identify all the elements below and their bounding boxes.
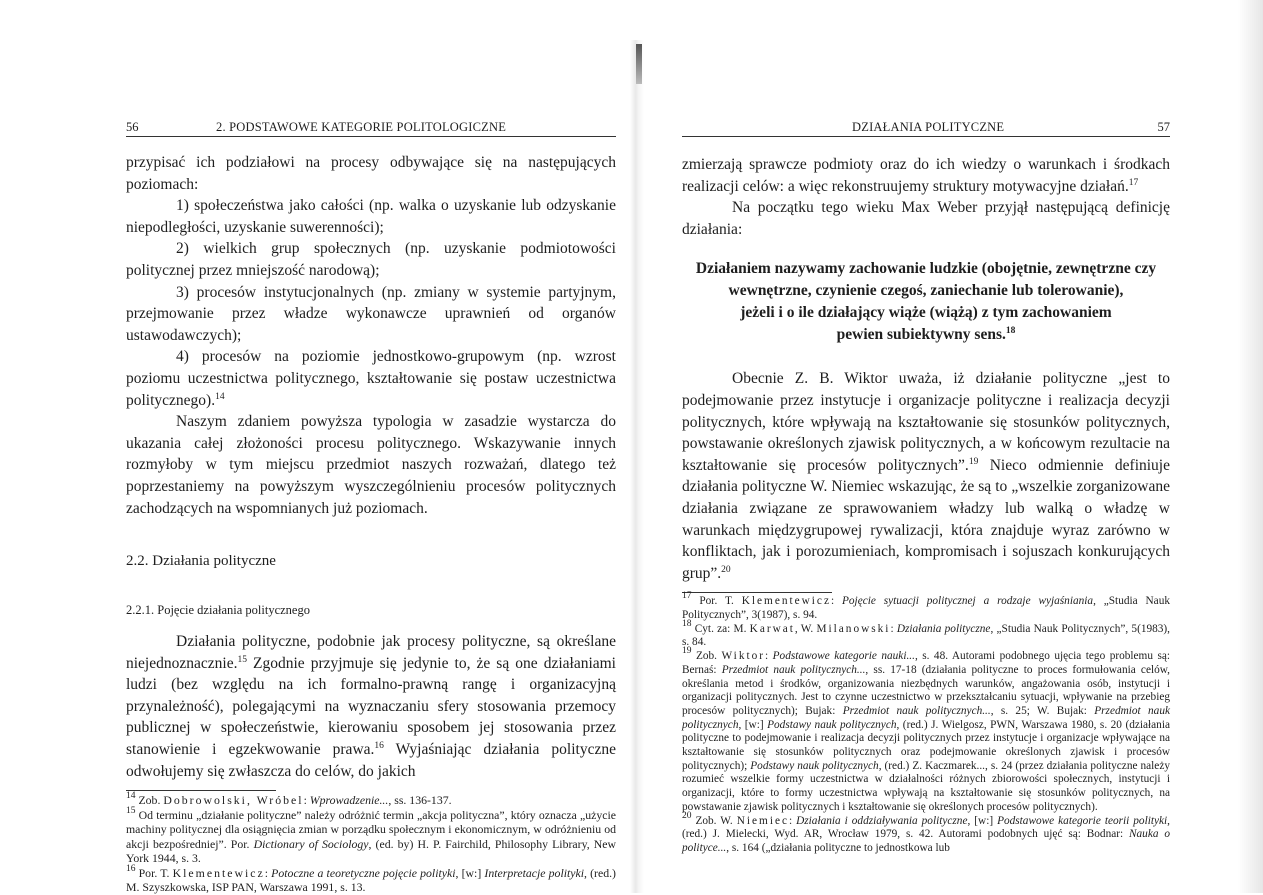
page-edge-shadow <box>1238 0 1263 893</box>
weber-definition <box>682 258 1170 346</box>
footnote: $^{15}$ Od terminu „działanie polityczne” należy odróżnić termin „akcja polityczna”, który oznacza „użycie machiny politycznej dla osiągnięcia zmian w porządku społecznym i ekonomicznym, w odróżnieniu od akcji bezpośredniej”. Por. Dictionary of Sociology, (ed. by) H. P. Fairchild, Philosophy Library, New York 1944, s. 3. <box>126 805 616 866</box>
footnote-ref: 14 <box>215 391 225 402</box>
footnote-ref: 19 <box>968 456 979 467</box>
footnote: $^{18}$ Cyt. za: M. Karwat, W. Milanowski: Działania polityczne, „Studia Nauk Politycznych”, 5(1983), s. 84. <box>682 618 1171 649</box>
paragraph: Działania polityczne, podobnie jak procesy polityczne, są określane niejednoznacznie.$^{15}$ Zgodnie przyjmuje się jedynie to, że są one działaniami ludzi (bez względu na ich formalno-prawną rangę i organizacyjną przynależność), polegającymi na wyznaczaniu sfery stosowania przemocy publicznej w społeczeństwie, kierowaniu sposobem jej stosowania przez stanowienie i egzekwowanie prawa.$^{16}$ Wyjaśniając działania polityczne odwołujemy się zwłaszcza do celów, do jakich <box>126 633 616 780</box>
paragraph: Naszym zdaniem powyższa typologia w zasadzie wystarcza do ukazania całej złożoności procesu politycznego. Wskazywanie innych rozmyłoby w tym miejscu przedmiot naszych rozważań, dlatego też poprzestaniemy na powyższym wyszczególnieniu procesów politycznych zachodzących na wspomnianych już poziomach. <box>126 413 616 517</box>
list-item: 4) procesów na poziomie jednostkowo-grupowym (np. wzrost poziomu uczestnictwa politycznego, kształtowanie się postaw uczestnictwa politycznego).$^{14}$ <box>126 348 616 409</box>
book-gutter <box>630 40 644 893</box>
list-item: 2) wielkich grup społecznych (np. uzyskanie podmiotowości politycznej przez mniejszość narodową); <box>126 240 616 279</box>
definition-line: Działaniem nazywamy zachowanie ludzkie (obojętnie, zewnętrzne czy <box>695 260 1157 278</box>
right-page-header <box>682 118 1170 137</box>
footnote: $^{16}$ Por. T. Klementewicz: Potoczne a teoretyczne pojęcie polityki, [w:] Interpretacje polityki, (red.) M. Szyszkowska, ISP PAN, Warszawa 1991, s. 13. <box>126 863 616 895</box>
list-item: 3) procesów instytucjonalnych (np. zmiany w systemie partyjnym, przejmowanie przez władze wykonawcze uprawnień od organów ustawodawczych); <box>126 283 616 344</box>
right-footnotes <box>682 591 1171 855</box>
right-body-2 <box>682 368 1170 584</box>
right-page <box>682 118 1170 856</box>
left-body-2 <box>126 631 616 782</box>
left-body <box>126 152 616 519</box>
paragraph: Na początku tego wieku Max Weber przyjął następującą definicję działania: <box>682 199 1170 238</box>
left-page-header <box>126 118 616 137</box>
left-page <box>126 118 616 895</box>
footnote: $^{17}$ Por. T. Klementewicz: Pojęcie sytuacji politycznej a rodzaje wyjaśniania, „Studia Nauk Politycznych”, 3(1987), s. 94. <box>682 591 1170 622</box>
running-title: DZIAŁANIA POLITYCZNE <box>852 120 1005 134</box>
intro-paragraph: przypisać ich podziałowi na procesy odbywające się na następujących poziomach: <box>126 154 616 193</box>
section-heading: 2.2. Działania polityczne <box>126 553 276 570</box>
definition-line: jeżeli i o ile działający wiąże (wiążą) z tym zachowaniem <box>740 304 1112 322</box>
footnote: $^{20}$ Zob. W. Niemiec: Działania i oddziaływania polityczne, [w:] Podstawowe kategorie teorii polityki, (red.) J. Mielecki, Wyd. AR, Wrocław 1979, s. 42. Autorami podobnych ujęć są: Bodnar: Nauka o polityce..., s. 164 („działania polityczne to jednostkowa lub <box>682 810 1171 854</box>
footnote-ref: 18 <box>1005 326 1016 337</box>
running-title: 2. PODSTAWOWE KATEGORIE POLITOLOGICZNE <box>216 120 507 134</box>
footnote: $^{14}$ Zob. Dobrowolski, Wróbel: Wprowadzenie..., ss. 136-137. <box>126 791 452 808</box>
paragraph: zmierzają sprawcze podmioty oraz do ich wiedzy o warunkach i środkach realizacji celów: a więc rekonstruujemy struktury motywacyjne działań.$^{17}$ <box>682 156 1170 195</box>
subsection-heading: 2.2.1. Pojęcie działania politycznego <box>126 603 310 618</box>
footnote-ref: 20 <box>721 564 731 575</box>
right-body <box>682 154 1170 240</box>
footnote-rule <box>126 790 276 791</box>
footnote-ref: 16 <box>374 741 384 752</box>
paragraph: Obecnie Z. B. Wiktor uważa, iż działanie polityczne „jest to podejmowanie przez instytucje i organizacje polityczne i realizacja decyzji politycznych, które wpływają na kształtowanie się stosunków politycznych, powstawanie określonych zjawisk politycznych, a w końcowym rezultacie na kształtowanie się procesów politycznych”.$^{19}$ Nieco odmiennie definiuje działania polityczne W. Niemiec wskazując, że są to „wszelkie zorganizowane działania związane ze sprawowaniem władzy lub walką o władzę w warunkach międzygrupowej rywalizacji, która znajduje wyraz zarówno w konfliktach, jak i porozumieniach, kompromisach i sojuszach konkurujących grup”.$^{20}$ <box>682 370 1170 582</box>
page-number: 57 <box>1157 120 1170 134</box>
definition-line: pewien subiektywny sens.$^{18}$ <box>836 326 1016 344</box>
list-item: 1) społeczeństwa jako całości (np. walka o uzyskanie lub odzyskanie niepodległości, uzyskanie suwerenności); <box>126 197 616 236</box>
footnote-ref: 15 <box>237 654 247 665</box>
page-number: 56 <box>126 120 139 134</box>
footnote-rule <box>682 592 832 593</box>
left-footnotes <box>126 793 616 895</box>
footnote: $^{19}$ Zob. Wiktor: Podstawowe kategorie nauki..., s. 48. Autorami podobnego ujęcia tego problemu są: Bernaś: Przedmiot nauk politycznych..., ss. 17-18 (działania polityczne to proces formułowania celów, określania metod i środków, organizowania niezbędnych warunków, angażowania osób, instytucji i organizacji politycznych. Jest to czynne uczestnictwo w przekształcaniu sytuacji, wpływanie na przebieg procesów politycznych); Bujak: Przedmiot nauk politycznych..., s. 25; W. Bujak: Przedmiot nauk politycznych, [w:] Podstawy nauk politycznych, (red.) J. Wielgosz, PWN, Warszawa 1980, s. 20 (działania polityczne to podejmowanie i realizacja decyzji politycznych przez instytucje i organizacje wpływające na kształtowanie się stosunków politycznych oraz podejmowanie określonych zjawisk i procesów politycznych); Podstawy nauk politycznych, (red.) Z. Kaczmarek..., s. 24 (przez działania polityczne należy rozumieć wszelkie formy uczestnictwa w działalności różnych zbiorowości społecznych, instytucji i organizacji, które to formy uczestnictwa wpływają na kształtowanie się stosunków politycznych, na powstawanie zjawisk politycznych i kształtowanie się określonych procesów politycznych). <box>682 646 1171 813</box>
definition-line: wewnętrzne, czynienie czegoś, zaniechanie lub tolerowanie), <box>728 282 1124 300</box>
footnote-ref: 17 <box>1128 177 1139 188</box>
binding-mark <box>636 44 642 84</box>
